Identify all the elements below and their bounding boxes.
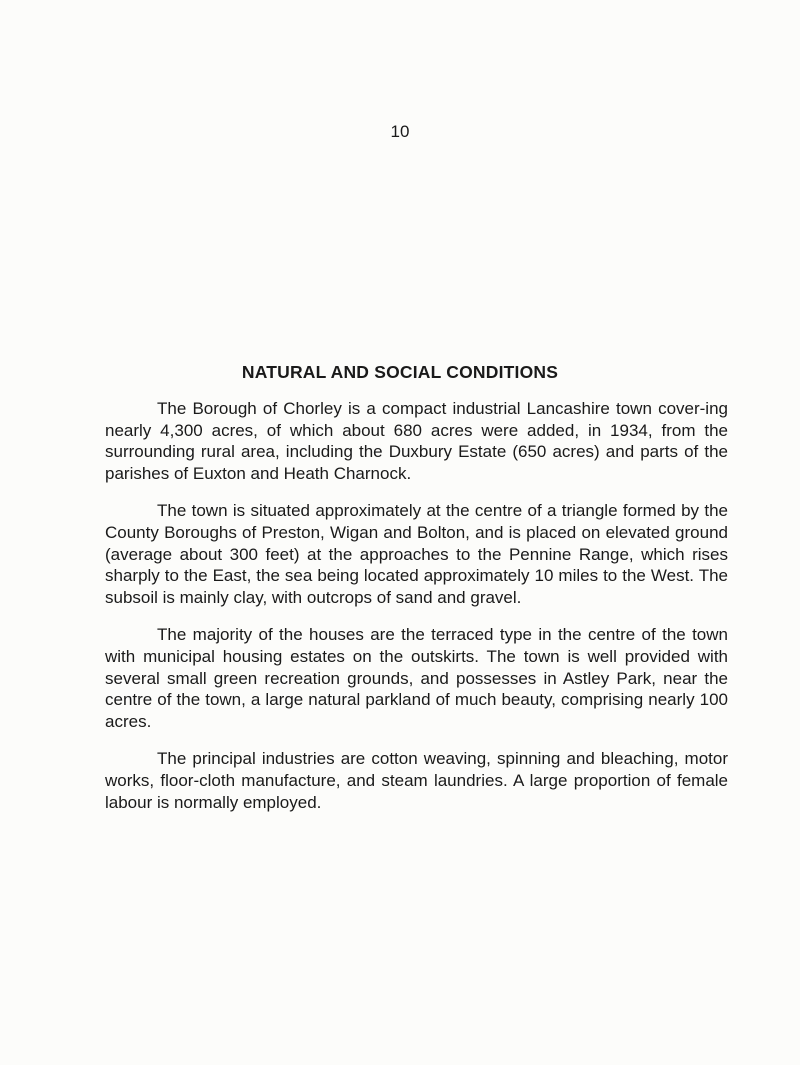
paragraph-2: The town is situated approximately at the centre of a triangle formed by the County Boroughs of Preston, Wigan and Bolton, and is placed on elevated ground (average about 300 feet) at the approaches to the Pennine Range, which rises sharply to the East, the sea being located approximately 10 miles to the West. The subsoil is mainly clay, with outcrops of sand and gravel.	[105, 501, 728, 607]
section-title: NATURAL AND SOCIAL CONDITIONS	[241, 362, 559, 382]
page-number: 10	[390, 122, 410, 141]
body-text	[105, 398, 728, 829]
paragraph-3: The majority of the houses are the terraced type in the centre of the town with municipal housing estates on the outskirts. The town is well provided with several small green recreation grounds, and possesses in Astley Park, near the centre of the town, a large natural parkland of much beauty, comprising nearly 100 acres.	[105, 625, 728, 731]
paragraph-4: The principal industries are cotton weaving, spinning and bleaching, motor works, floor-cloth manufacture, and steam laundries. A large proportion of female labour is normally employed.	[105, 749, 728, 812]
paragraph-1: The Borough of Chorley is a compact industrial Lancashire town cover-ing nearly 4,300 acres, of which about 680 acres were added, in 1934, from the surrounding rural area, including the Duxbury Estate (650 acres) and parts of the parishes of Euxton and Heath Charnock.	[105, 399, 728, 483]
